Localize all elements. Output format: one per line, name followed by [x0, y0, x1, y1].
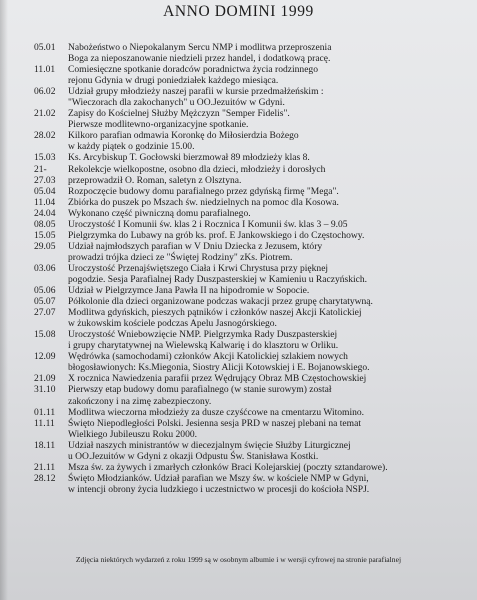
entry-date: 21-27.03 [34, 163, 56, 186]
entry-line: błogosławionych: Ks.Miegonia, Siostry Alicji Kotowskiej i E. Bojanowskiego. [68, 362, 370, 374]
page-title: ANNO DOMINI 1999 [163, 3, 314, 20]
chronicle-entry [34, 473, 457, 495]
entry-date: 15.05 [34, 229, 56, 241]
entry-line: Rozpoczęcie budowy domu parafialnego przez gdyńską firmę "Mega". [68, 185, 339, 197]
entry-date: 12.09 [34, 351, 56, 363]
entry-text [68, 407, 457, 418]
footer-note: Zdjęcia niektórych wydarzeń z roku 1999 są w osobnym albumie i w wersji cyfrowej na stronie parafialnej [75, 555, 402, 564]
entry-date: 08.05 [34, 218, 56, 230]
entry-line: Udział najmłodszych parafian w V Dniu Dziecka z Jezusem, który [68, 240, 323, 252]
entry-text [68, 462, 457, 473]
entry-line: Uroczystość Przenajświętszego Ciała i Krwi Chrystusa przy pięknej [68, 262, 329, 274]
entry-text [68, 351, 457, 373]
chronicle-entry [34, 440, 457, 462]
entry-date: 05.06 [34, 285, 56, 297]
entry-text [68, 285, 457, 296]
entry-date: 31.10 [34, 384, 56, 396]
chronicle-entry [34, 130, 457, 152]
entry-line: Udział w Pielgrzymce Jana Pawła II na hipodromie w Sopocie. [68, 285, 310, 297]
entry-line: Uroczystość Wniebowzięcie NMP. Pielgrzymka Rady Duszpasterskiej [68, 329, 338, 341]
entry-line: i grupy charytatywnej na Wielewską Kalwarię i do klasztoru w Orliku. [68, 340, 339, 352]
entry-text [68, 64, 457, 86]
chronicle-entry [34, 86, 457, 108]
entry-date: 11.11 [34, 417, 55, 429]
entry-text [68, 219, 457, 230]
chronicle-entry [34, 197, 457, 208]
chronicle-entry [34, 241, 457, 263]
entry-line: Udział grupy młodzieży naszej parafii w kursie przedmałżeńskim : [68, 86, 324, 98]
entry-date: 06.02 [34, 86, 56, 98]
entry-text [68, 164, 457, 186]
entry-line: Pierwsze modlitewno-organizacyjne spotkanie. [68, 119, 249, 131]
entry-date: 05.01 [34, 42, 56, 53]
entry-line: Msza św. za żywych i zmarłych członków Braci Kolejarskiej (poczty sztandarowe). [68, 461, 388, 473]
chronicle-entry [34, 307, 457, 329]
chronicle-entry [34, 462, 457, 473]
entry-line: Uroczystość I Komunii św. klas 2 i Rocznica I Komunii św. klas 3 – 9.05 [68, 218, 348, 230]
entry-line: Udział naszych ministrantów w diecezjalnym święcie Służby Liturgicznej [68, 439, 351, 451]
entry-text [68, 208, 457, 219]
entry-line: Rekolekcje wielkopostne, osobno dla dzieci, młodzieży i dorosłych [68, 163, 326, 175]
entry-line: Zbiórka do puszek po Mszach św. niedzielnych na pomoc dla Kosowa. [68, 196, 339, 208]
entry-date: 03.06 [34, 262, 56, 274]
chronicle-entry [34, 186, 457, 197]
entry-text [68, 329, 457, 351]
entry-line: Pierwszy etap budowy domu parafialnego (w stanie surowym) został [68, 384, 332, 396]
entry-text [68, 296, 457, 307]
entry-line: Pielgrzymka do Lubawy na grób ks. prof. E Jankowskiego i do Częstochowy. [68, 229, 365, 241]
entry-date: 05.07 [34, 296, 56, 308]
entry-text [68, 473, 457, 495]
chronicle-entry [34, 373, 457, 384]
entry-text [68, 373, 457, 384]
entry-line: Święto Młodzianków. Udział parafian we Mszy św. w kościele NMP w Gdyni, [68, 472, 369, 484]
entry-line: Wielkiego Jubileuszu Roku 2000. [68, 428, 198, 440]
entry-line: "Wieczorach dla zakochanych" u OO.Jezuitów w Gdyni. [68, 97, 285, 109]
entry-text [68, 42, 457, 64]
entry-date: 01.11 [34, 406, 56, 418]
entry-date: 21.02 [34, 108, 56, 120]
entry-text [68, 130, 457, 152]
entry-date: 18.11 [34, 439, 56, 451]
chronicle-entry [34, 285, 457, 296]
entry-date: 24.04 [34, 207, 56, 219]
entry-line: Zapisy do Kościelnej Służby Mężczyzn "Semper Fidelis". [68, 108, 290, 120]
entry-date: 28.12 [34, 472, 56, 484]
entry-text [68, 230, 457, 241]
chronicle-entry [34, 296, 457, 307]
entry-date: 15.03 [34, 152, 56, 164]
chronicle-entry [34, 407, 457, 418]
entry-line: Półkolonie dla dzieci organizowane podczas wakacji przez grupę charytatywną. [68, 296, 373, 308]
entry-date: 05.04 [34, 185, 56, 197]
entry-line: Modlitwa wieczorna młodzieży za dusze czyśćcowe na cmentarzu Witomino. [68, 406, 365, 418]
chronicle-entry [34, 42, 457, 64]
entry-line: rejonu Gdynia w drugi poniedziałek każdego miesiąca. [68, 75, 279, 87]
chronicle-entry [34, 351, 457, 373]
entry-line: zakończony i na zimę zabezpieczony. [68, 395, 212, 407]
entry-line: przeprowadził O. Roman, saletyn z Olsztyna. [68, 174, 242, 186]
entry-text [68, 186, 457, 197]
entry-line: X rocznica Nawiedzenia parafii przez Wędrujący Obraz MB Częstochowskiej [68, 373, 367, 385]
entry-line: Boga za nieposzanowanie niedzieli przez handel, i dodatkową pracę. [68, 53, 331, 65]
entry-line: Nabożeństwo o Niepokalanym Sercu NMP i modlitwa przeproszenia [68, 42, 332, 53]
chronicle-entry [34, 108, 457, 130]
entry-line: Wykonano część piwniczną domu parafialnego. [68, 207, 251, 219]
chronicle-entry [34, 152, 457, 163]
entry-date: 28.02 [34, 130, 56, 142]
chronicle-entry [34, 219, 457, 230]
entry-date: 21.11 [34, 461, 56, 473]
entry-line: Wędrówka (samochodami) członków Akcji Katolickiej szlakiem nowych [68, 351, 348, 363]
entry-line: w każdy piątek o godzinie 15.00. [68, 141, 195, 153]
entry-line: Święto Niepodległości Polski. Jesienna sesja PRD w naszej plebani na temat [68, 417, 361, 429]
entry-line: pogodzie. Sesja Parafialnej Rady Duszpasterskiej w Kamieniu u Raczyńskich. [68, 273, 368, 285]
entry-text [68, 384, 457, 406]
chronicle-list [34, 42, 457, 495]
entry-text [68, 152, 457, 163]
chronicle-entry [34, 263, 457, 285]
chronicle-entry [34, 64, 457, 86]
entry-text [68, 86, 457, 108]
entry-text [68, 197, 457, 208]
entry-line: u OO.Jezuitów w Gdyni z okazji Odpustu Św. Stanisława Kostki. [68, 450, 319, 462]
chronicle-entry [34, 164, 457, 186]
chronicle-entry [34, 329, 457, 351]
entry-text [68, 307, 457, 329]
entry-text [68, 440, 457, 462]
chronicle-entry [34, 208, 457, 219]
chronicle-entry [34, 384, 457, 406]
entry-text [68, 418, 457, 440]
entry-date: 11.01 [34, 64, 56, 76]
entry-line: Comiesięczne spotkanie doradców poradnictwa życia rodzinnego [68, 64, 318, 76]
entry-date: 27.07 [34, 307, 56, 319]
entry-line: Modlitwa gdyńskich, pieszych pątników i członków naszej Akcji Katolickiej [68, 307, 362, 319]
entry-text [68, 263, 457, 285]
entry-date: 29.05 [34, 240, 56, 252]
entry-line: w intencji obrony życia ludzkiego i uczestnictwo w procesji do kościoła NSPJ. [68, 483, 370, 495]
entry-date: 15.08 [34, 329, 56, 341]
entry-line: prowadzi trójka dzieci ze "Świętej Rodziny" zKs. Piotrem. [68, 251, 293, 263]
entry-date: 11.04 [34, 196, 56, 208]
entry-text [68, 108, 457, 130]
entry-date: 21.09 [34, 373, 56, 385]
chronicle-entry [34, 418, 457, 440]
entry-line: Kilkoro parafian odmawia Koronkę do Miłosierdzia Bożego [68, 130, 299, 142]
entry-text [68, 241, 457, 263]
entry-line: w żukowskim kościele podczas Apelu Jasnogórskiego. [68, 318, 277, 330]
entry-line: Ks. Arcybiskup T. Gocłowski bierzmował 89 młodzieży klas 8. [68, 152, 310, 164]
chronicle-entry [34, 230, 457, 241]
